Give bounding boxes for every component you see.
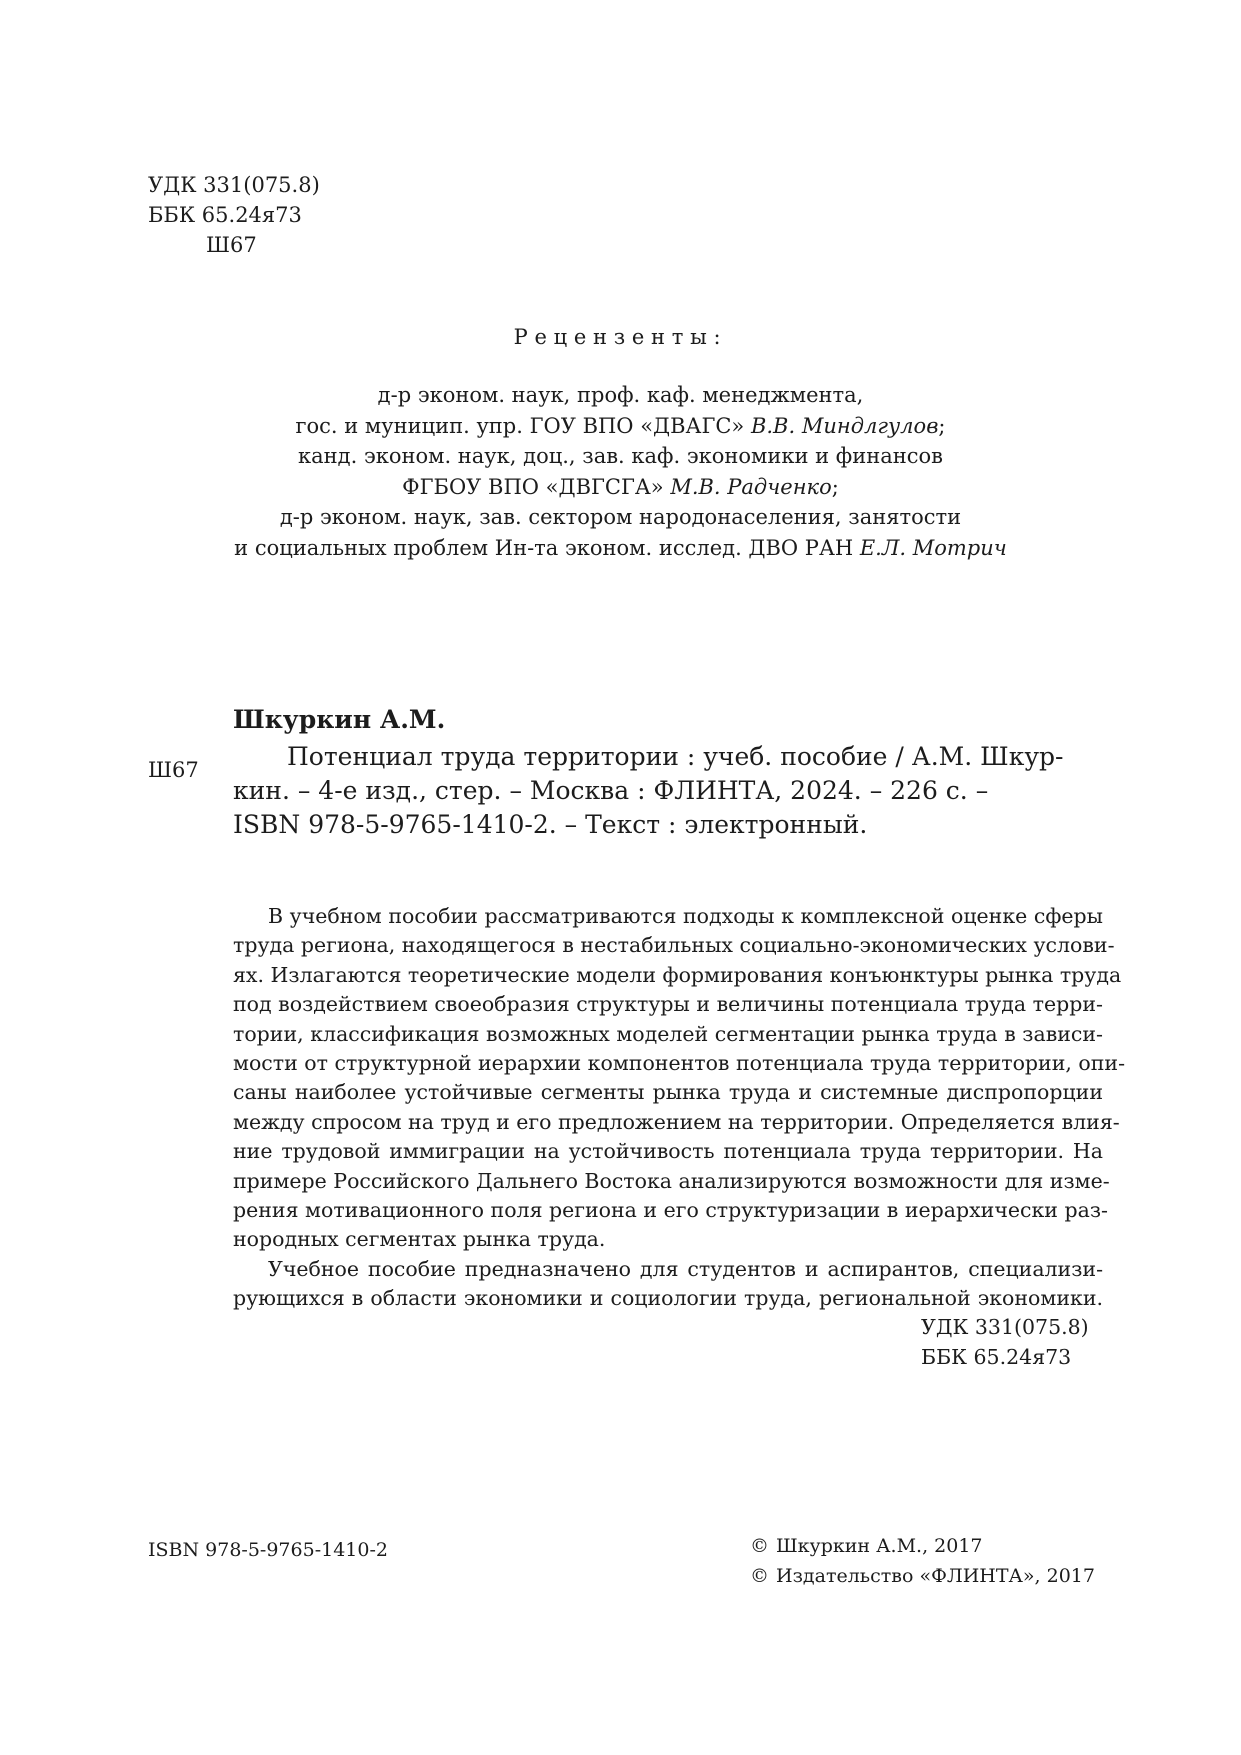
abstract-line: Учебное пособие предназначено для студентов и аспирантов, специализи- bbox=[268, 1256, 1103, 1281]
abstract-bbk: ББК 65.24я73 bbox=[921, 1345, 1072, 1369]
abstract-line: саны наиболее устойчивые сегменты рынка труда и системные диспропорции bbox=[233, 1080, 1103, 1105]
abstract-line: тории, классификация возможных моделей сегментации рынка труда в зависи- bbox=[233, 1021, 1103, 1046]
abstract-line: примере Российского Дальнего Востока анализируются возможности для изме- bbox=[233, 1168, 1110, 1193]
reviewer-line: д-р эконом. наук, зав. сектором народонаселения, занятости bbox=[279, 505, 962, 529]
abstract-line: ях. Излагаются теоретические модели формирования конъюнктуры рынка труда bbox=[233, 962, 1122, 987]
bbk-code: ББК 65.24я73 bbox=[148, 203, 302, 227]
isbn: ISBN 978-5-9765-1410-2 bbox=[148, 1539, 388, 1561]
abstract bbox=[233, 902, 1125, 1314]
abstract-line: рующихся в области экономики и социологии труда, региональной экономики. bbox=[233, 1286, 1103, 1311]
reviewers-heading: Рецензенты: bbox=[513, 325, 728, 349]
reviewers-list bbox=[0, 380, 1241, 563]
abstract-line: В учебном пособии рассматриваются подходы к комплексной оценке сферы bbox=[268, 904, 1103, 928]
shelf-mark: Ш67 bbox=[148, 758, 199, 782]
reviewer-line: д-р эконом. наук, проф. каф. менеджмента, bbox=[377, 383, 864, 407]
abstract-udk: УДК 331(075.8) bbox=[921, 1315, 1089, 1339]
abstract-line: под воздействием своеобразия структуры и величины потенциала труда терри- bbox=[233, 992, 1103, 1017]
bib-line: Потенциал труда территории : учеб. пособие / А.М. Шкур- bbox=[287, 742, 1064, 771]
reviewer-name: М.В. Радченко bbox=[670, 474, 832, 499]
abstract-line: ние трудовой иммиграции на устойчивость потенциала труда территории. На bbox=[233, 1139, 1103, 1164]
copyright-icon: © bbox=[750, 1535, 769, 1557]
abstract-line: рения мотивационного поля региона и его структуризации в иерархически раз- bbox=[233, 1198, 1108, 1223]
book-author: Шкуркин А.М. bbox=[233, 705, 446, 734]
author-mark: Ш67 bbox=[206, 233, 257, 257]
bib-line: кин. – 4-е изд., стер. – Москва : ФЛИНТА, 2024. – 226 с. – bbox=[233, 776, 989, 805]
copyright-line: © Шкуркин А.М., 2017 bbox=[750, 1532, 983, 1560]
abstract-line: труда региона, находящегося в нестабильных социально-экономических услови- bbox=[233, 933, 1115, 958]
reviewer-line: ФГБОУ ВПО «ДВГСГА» М.В. Радченко; bbox=[402, 474, 839, 499]
abstract-line: между спросом на труд и его предложением на территории. Определяется влия- bbox=[233, 1109, 1120, 1134]
abstract-line: мости от структурной иерархии компонентов потенциала труда территории, опи- bbox=[233, 1051, 1125, 1076]
copyright-icon: © bbox=[750, 1565, 769, 1587]
reviewer-line: и социальных проблем Ин-та эконом. исслед. ДВО РАН Е.Л. Мотрич bbox=[234, 535, 1007, 560]
reviewer-name: Е.Л. Мотрич bbox=[859, 535, 1007, 560]
copyright-line: © Издательство «ФЛИНТА», 2017 bbox=[750, 1562, 1095, 1590]
abstract-line: нородных сегментах рынка труда. bbox=[233, 1227, 606, 1252]
reviewer-name: В.В. Миндлгулов bbox=[750, 413, 939, 438]
reviewer-line: гос. и муницип. упр. ГОУ ВПО «ДВАГС» В.В. Миндлгулов; bbox=[295, 413, 946, 438]
udk-code: УДК 331(075.8) bbox=[148, 173, 320, 197]
reviewer-line: канд. эконом. наук, доц., зав. каф. экономики и финансов bbox=[298, 444, 943, 468]
bib-line: ISBN 978-5-9765-1410-2. – Текст : электронный. bbox=[233, 810, 868, 839]
